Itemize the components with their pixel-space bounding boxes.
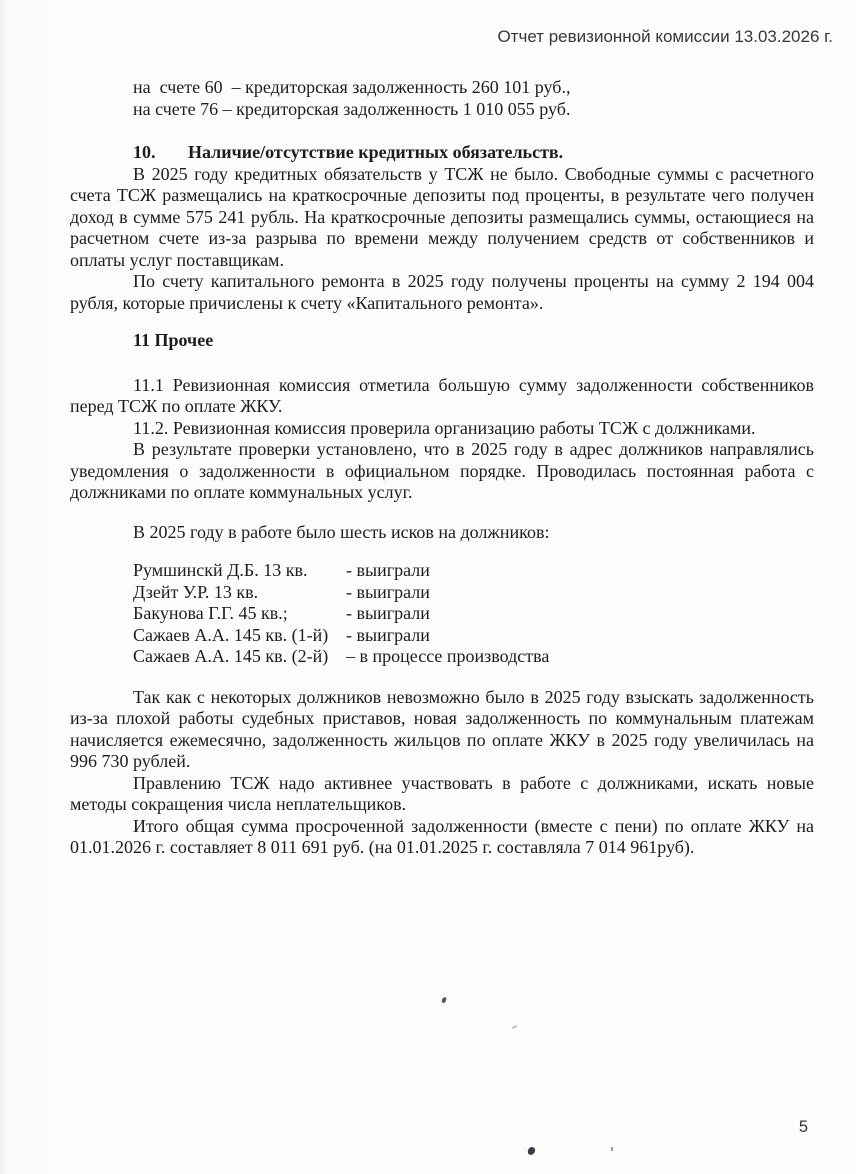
section-11-heading: 11 Прочее xyxy=(133,330,214,350)
section-10-number: 10. xyxy=(133,142,156,162)
account-line-76: на счете 76 – кредиторская задолженность 1 010 055 руб. xyxy=(133,98,571,119)
paragraph-board-recommendation: Правлению ТСЖ надо активнее участвовать в работе с должниками, искать новые методы сокращения числа неплательщиков. xyxy=(70,772,814,814)
document-header: Отчет ревизионной комиссии 13.03.2026 г. xyxy=(497,27,833,46)
lawsuit-row xyxy=(70,560,814,582)
page-number: 5 xyxy=(798,1118,808,1136)
scan-speck xyxy=(441,996,447,1003)
lawsuit-debtor: Сажаев А.А. 145 кв. (1-й) xyxy=(133,624,329,645)
lawsuit-row xyxy=(70,646,814,668)
lawsuit-debtor: Румшинскй Д.Б. 13 кв. xyxy=(133,560,308,580)
paragraph-capital-repair: По счету капитального ремонта в 2025 году получены проценты на сумму 2 194 004 рубля, которые причислены к счету «Капитального ремонта». xyxy=(70,271,814,313)
scan-speck xyxy=(611,1147,613,1151)
paragraph-arrears: Так как с некоторых должников невозможно было в 2025 году взыскать задолженность из-за плохой работы судебных приставов, новая задолженность по коммунальным платежам начисляется ежемесячно, задолженность жильцов по оплате ЖКУ в 2025 году увеличилась на 996 730 рублей. xyxy=(70,686,814,771)
section-10-title: Наличие/отсутствие кредитных обязательств. xyxy=(188,142,564,162)
lawsuit-result: – в процессе производства xyxy=(346,646,550,666)
lawsuit-result: - выиграли xyxy=(346,560,430,580)
lawsuit-row xyxy=(70,603,814,625)
paragraph-total-debt: Итого общая сумма просроченной задолженности (вместе с пени) по оплате ЖКУ на 01.01.2026 г. составляет 8 011 691 руб. (на 01.01.2025 г. составляла 7 014 961руб). xyxy=(70,815,814,857)
document-body xyxy=(70,77,814,859)
lawsuits-list xyxy=(70,560,814,668)
lawsuit-row xyxy=(70,582,814,604)
lawsuit-debtor: Бакунова Г.Г. 45 кв.; xyxy=(133,603,288,623)
lawsuit-debtor: Сажаев А.А. 145 кв. (2-й) xyxy=(133,646,329,666)
lawsuit-row xyxy=(70,625,814,647)
lawsuit-debtor: Дзейт У.Р. 13 кв. xyxy=(133,581,259,602)
scan-speck xyxy=(527,1146,536,1156)
paragraph-11-1: 11.1 Ревизионная комиссия отметила большую сумму задолженности собственников перед ТСЖ по оплате ЖКУ. xyxy=(70,374,814,416)
paragraph-11-2: 11.2. Ревизионная комиссия проверила организацию работы ТСЖ с должниками. xyxy=(133,417,756,438)
lawsuit-result: - выиграли xyxy=(346,581,430,602)
lawsuit-result: - выиграли xyxy=(346,603,430,623)
paragraph-inspection-result: В результате проверки установлено, что в 2025 году в адрес должников направлялись уведомления о задолженности в официальном порядке. Проводилась постоянная работа с должниками по оплате коммунальных услуг. xyxy=(70,439,814,502)
section-10-heading xyxy=(70,142,814,164)
paragraph-deposits: В 2025 году кредитных обязательств у ТСЖ не было. Свободные суммы с расчетного счета ТСЖ размещались на краткосрочные депозиты под проценты, в результате чего получен доход в сумме 575 241 рубль. На краткосрочные депозиты размещались суммы, остающиеся на расчетном счете из-за разрыва по времени между получением средств от собственников и оплаты услуг поставщикам. xyxy=(70,163,814,270)
lawsuits-intro: В 2025 году в работе было шесть исков на должников: xyxy=(133,521,550,542)
account-line-60: на счете 60 – кредиторская задолженность 260 101 руб., xyxy=(133,77,571,97)
lawsuit-result: - выиграли xyxy=(346,624,430,645)
scan-speck xyxy=(512,1025,517,1029)
